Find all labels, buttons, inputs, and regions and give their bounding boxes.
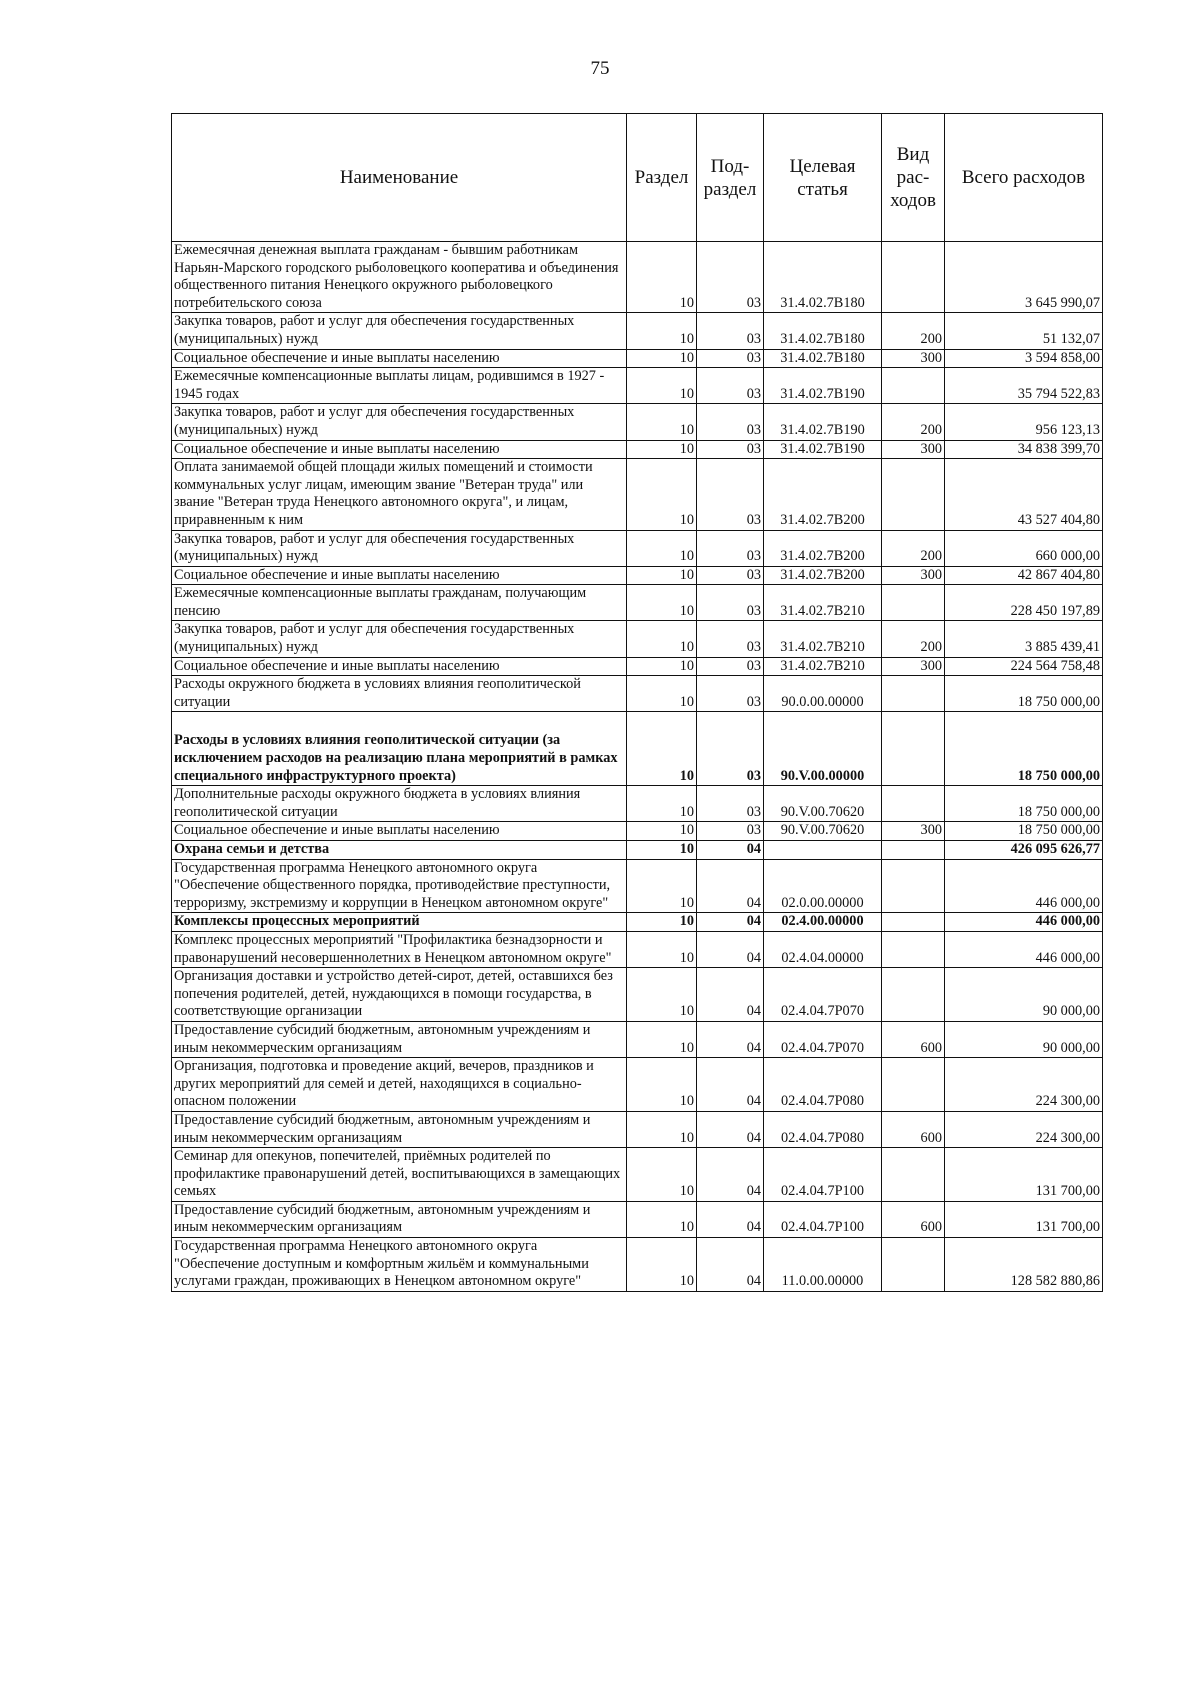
row-type [882, 841, 945, 860]
row-name: Охрана семьи и детства [172, 841, 627, 860]
row-target: 90.V.00.70620 [764, 822, 882, 841]
row-subsection: 03 [697, 242, 764, 313]
row-total: 35 794 522,83 [945, 368, 1103, 404]
row-type [882, 1148, 945, 1202]
row-name: Расходы в условиях влияния геополитической ситуации (за исключением расходов на реализацию плана мероприятий в рамках специального инфраструктурного проекта) [172, 712, 627, 786]
row-name: Закупка товаров, работ и услуг для обеспечения государственных (муниципальных) нужд [172, 621, 627, 657]
row-name: Ежемесячные компенсационные выплаты гражданам, получающим пенсию [172, 585, 627, 621]
row-target: 31.4.02.7В190 [764, 404, 882, 440]
header-type-line2: рас- [896, 167, 930, 188]
row-target: 31.4.02.7В190 [764, 440, 882, 459]
row-section: 10 [627, 566, 697, 585]
row-name: Социальное обеспечение и иные выплаты населению [172, 349, 627, 368]
row-total: 131 700,00 [945, 1201, 1103, 1237]
row-target [764, 841, 882, 860]
row-target: 02.4.00.00000 [764, 913, 882, 932]
row-subsection: 03 [697, 313, 764, 349]
row-target: 02.4.04.7Р070 [764, 968, 882, 1022]
row-subsection: 04 [697, 841, 764, 860]
row-section: 10 [627, 349, 697, 368]
row-subsection: 03 [697, 657, 764, 676]
row-total: 224 300,00 [945, 1111, 1103, 1147]
table-row [172, 913, 1103, 932]
row-total: 426 095 626,77 [945, 841, 1103, 860]
row-name: Расходы окружного бюджета в условиях влияния геополитической ситуации [172, 676, 627, 712]
table-row [172, 968, 1103, 1022]
row-subsection: 03 [697, 459, 764, 530]
row-subsection: 03 [697, 585, 764, 621]
table-header-row [172, 114, 1103, 242]
row-subsection: 03 [697, 676, 764, 712]
row-name: Комплексы процессных мероприятий [172, 913, 627, 932]
row-total: 34 838 399,70 [945, 440, 1103, 459]
row-section: 10 [627, 822, 697, 841]
row-type: 200 [882, 313, 945, 349]
row-subsection: 03 [697, 786, 764, 822]
row-total: 3 594 858,00 [945, 349, 1103, 368]
row-type [882, 585, 945, 621]
table-row [172, 841, 1103, 860]
table-row [172, 530, 1103, 566]
row-total: 3 885 439,41 [945, 621, 1103, 657]
row-type [882, 712, 945, 786]
table-row [172, 242, 1103, 313]
row-subsection: 03 [697, 621, 764, 657]
row-type [882, 368, 945, 404]
header-name: Наименование [172, 114, 627, 242]
row-name: Предоставление субсидий бюджетным, автономным учреждениям и иным некоммерческим организациям [172, 1201, 627, 1237]
row-total: 42 867 404,80 [945, 566, 1103, 585]
row-section: 10 [627, 712, 697, 786]
table-row [172, 676, 1103, 712]
row-total: 51 132,07 [945, 313, 1103, 349]
row-section: 10 [627, 313, 697, 349]
row-target: 02.4.04.7Р080 [764, 1058, 882, 1112]
row-section: 10 [627, 1201, 697, 1237]
row-name: Семинар для опекунов, попечителей, приёмных родителей по профилактике правонарушений детей, воспитывающихся в замещающих семьях [172, 1148, 627, 1202]
row-total: 3 645 990,07 [945, 242, 1103, 313]
header-subsection [697, 114, 764, 242]
row-subsection: 03 [697, 440, 764, 459]
table-row [172, 313, 1103, 349]
row-type: 300 [882, 822, 945, 841]
row-section: 10 [627, 368, 697, 404]
table-row [172, 621, 1103, 657]
table-row [172, 566, 1103, 585]
row-section: 10 [627, 859, 697, 913]
row-type: 600 [882, 1021, 945, 1057]
row-type: 300 [882, 566, 945, 585]
row-type [882, 913, 945, 932]
row-subsection: 03 [697, 712, 764, 786]
row-section: 10 [627, 1111, 697, 1147]
header-subsection-line2: раздел [703, 178, 757, 200]
row-target: 31.4.02.7В180 [764, 242, 882, 313]
table-row [172, 459, 1103, 530]
row-target: 02.4.04.7Р100 [764, 1201, 882, 1237]
row-name: Государственная программа Ненецкого автономного округа "Обеспечение общественного порядка, противодействие преступности, терроризму, экстремизму и коррупции в Ненецком автономном округе" [172, 859, 627, 913]
row-name: Ежемесячная денежная выплата гражданам - бывшим работникам Нарьян-Марского городского рыболовецкого кооператива и объединения общественного питания Ненецкого окружного рыболовецкого потребительского союза [172, 242, 627, 313]
row-subsection: 04 [697, 931, 764, 967]
header-target-line2: статья [797, 178, 848, 200]
row-type [882, 459, 945, 530]
row-total: 131 700,00 [945, 1148, 1103, 1202]
row-type [882, 786, 945, 822]
row-subsection: 04 [697, 859, 764, 913]
row-target: 02.0.00.00000 [764, 859, 882, 913]
row-target: 31.4.02.7В200 [764, 566, 882, 585]
page-number: 75 [590, 58, 610, 79]
row-section: 10 [627, 242, 697, 313]
row-subsection: 04 [697, 1111, 764, 1147]
row-type: 300 [882, 349, 945, 368]
row-total: 660 000,00 [945, 530, 1103, 566]
row-total: 90 000,00 [945, 1021, 1103, 1057]
table-row [172, 657, 1103, 676]
row-total: 18 750 000,00 [945, 676, 1103, 712]
row-subsection: 04 [697, 1021, 764, 1057]
row-section: 10 [627, 968, 697, 1022]
row-name: Закупка товаров, работ и услуг для обеспечения государственных (муниципальных) нужд [172, 530, 627, 566]
table-row [172, 1111, 1103, 1147]
table-row [172, 368, 1103, 404]
row-type: 600 [882, 1111, 945, 1147]
row-total: 18 750 000,00 [945, 822, 1103, 841]
row-section: 10 [627, 1238, 697, 1292]
row-section: 10 [627, 585, 697, 621]
row-subsection: 04 [697, 913, 764, 932]
header-section: Раздел [627, 114, 697, 242]
row-section: 10 [627, 440, 697, 459]
row-type [882, 676, 945, 712]
row-target: 31.4.02.7В190 [764, 368, 882, 404]
row-subsection: 04 [697, 1238, 764, 1292]
row-target: 02.4.04.7Р100 [764, 1148, 882, 1202]
table-row [172, 404, 1103, 440]
row-subsection: 04 [697, 1058, 764, 1112]
row-total: 18 750 000,00 [945, 712, 1103, 786]
row-section: 10 [627, 1148, 697, 1202]
header-type [882, 114, 945, 242]
row-section: 10 [627, 404, 697, 440]
row-target: 31.4.02.7В200 [764, 530, 882, 566]
row-name: Социальное обеспечение и иные выплаты населению [172, 566, 627, 585]
row-target: 31.4.02.7В210 [764, 657, 882, 676]
table-row [172, 712, 1103, 786]
row-type: 600 [882, 1201, 945, 1237]
row-name: Социальное обеспечение и иные выплаты населению [172, 822, 627, 841]
header-target-line1: Целевая [789, 155, 856, 177]
row-total: 446 000,00 [945, 913, 1103, 932]
row-type [882, 1238, 945, 1292]
row-target: 31.4.02.7В210 [764, 585, 882, 621]
row-subsection: 04 [697, 1201, 764, 1237]
row-target: 31.4.02.7В200 [764, 459, 882, 530]
row-subsection: 04 [697, 968, 764, 1022]
row-target: 31.4.02.7В180 [764, 313, 882, 349]
table-row [172, 859, 1103, 913]
row-subsection: 03 [697, 822, 764, 841]
row-name: Предоставление субсидий бюджетным, автономным учреждениям и иным некоммерческим организациям [172, 1111, 627, 1147]
table-row [172, 1058, 1103, 1112]
row-section: 10 [627, 931, 697, 967]
row-total: 18 750 000,00 [945, 786, 1103, 822]
row-total: 128 582 880,86 [945, 1238, 1103, 1292]
row-total: 224 564 758,48 [945, 657, 1103, 676]
row-type: 200 [882, 404, 945, 440]
row-name: Социальное обеспечение и иные выплаты населению [172, 440, 627, 459]
table-row [172, 440, 1103, 459]
row-name: Дополнительные расходы окружного бюджета в условиях влияния геополитической ситуации [172, 786, 627, 822]
row-name: Социальное обеспечение и иные выплаты населению [172, 657, 627, 676]
row-name: Закупка товаров, работ и услуг для обеспечения государственных (муниципальных) нужд [172, 313, 627, 349]
row-total: 224 300,00 [945, 1058, 1103, 1112]
row-target: 31.4.02.7В210 [764, 621, 882, 657]
row-subsection: 03 [697, 530, 764, 566]
row-type: 300 [882, 657, 945, 676]
row-name: Закупка товаров, работ и услуг для обеспечения государственных (муниципальных) нужд [172, 404, 627, 440]
header-subsection-line1: Под- [710, 155, 750, 177]
row-type [882, 859, 945, 913]
row-total: 446 000,00 [945, 859, 1103, 913]
row-target: 02.4.04.7Р080 [764, 1111, 882, 1147]
row-type: 200 [882, 621, 945, 657]
row-subsection: 03 [697, 404, 764, 440]
row-type [882, 968, 945, 1022]
row-total: 43 527 404,80 [945, 459, 1103, 530]
row-section: 10 [627, 621, 697, 657]
row-name: Комплекс процессных мероприятий "Профилактика безнадзорности и правонарушений несовершеннолетних в Ненецком автономном округе" [172, 931, 627, 967]
table-row [172, 349, 1103, 368]
row-subsection: 03 [697, 349, 764, 368]
row-total: 446 000,00 [945, 931, 1103, 967]
row-section: 10 [627, 657, 697, 676]
header-target [764, 114, 882, 242]
row-target: 11.0.00.00000 [764, 1238, 882, 1292]
table-row [172, 585, 1103, 621]
row-name: Оплата занимаемой общей площади жилых помещений и стоимости коммунальных услуг лицам, имеющим звание "Ветеран труда" или звание "Ветеран труда Ненецкого автономного округа", и лицам, приравненным к ним [172, 459, 627, 530]
header-type-line1: Вид [896, 144, 930, 165]
row-total: 228 450 197,89 [945, 585, 1103, 621]
table-row [172, 1238, 1103, 1292]
table-row [172, 1148, 1103, 1202]
row-total: 90 000,00 [945, 968, 1103, 1022]
row-section: 10 [627, 786, 697, 822]
row-section: 10 [627, 841, 697, 860]
row-subsection: 04 [697, 1148, 764, 1202]
table-row [172, 786, 1103, 822]
row-type [882, 931, 945, 967]
row-section: 10 [627, 913, 697, 932]
row-name: Ежемесячные компенсационные выплаты лицам, родившимся в 1927 - 1945 годах [172, 368, 627, 404]
row-section: 10 [627, 1021, 697, 1057]
row-name: Предоставление субсидий бюджетным, автономным учреждениям и иным некоммерческим организациям [172, 1021, 627, 1057]
row-subsection: 03 [697, 566, 764, 585]
row-target: 02.4.04.7Р070 [764, 1021, 882, 1057]
row-subsection: 03 [697, 368, 764, 404]
table-row [172, 1021, 1103, 1057]
header-type-line3: ходов [890, 190, 936, 211]
row-type: 300 [882, 440, 945, 459]
row-target: 90.V.00.70620 [764, 786, 882, 822]
table-row [172, 822, 1103, 841]
row-type [882, 242, 945, 313]
row-name: Государственная программа Ненецкого автономного округа "Обеспечение доступным и комфортным жильём и коммунальными услугами граждан, проживающих в Ненецком автономном округе" [172, 1238, 627, 1292]
row-target: 02.4.04.00000 [764, 931, 882, 967]
budget-table [171, 113, 1103, 1292]
row-total: 956 123,13 [945, 404, 1103, 440]
row-type: 200 [882, 530, 945, 566]
row-section: 10 [627, 1058, 697, 1112]
row-section: 10 [627, 530, 697, 566]
row-type [882, 1058, 945, 1112]
row-section: 10 [627, 676, 697, 712]
row-target: 31.4.02.7В180 [764, 349, 882, 368]
row-name: Организация, подготовка и проведение акций, вечеров, праздников и других мероприятий для семей и детей, находящихся в социально-опасном положении [172, 1058, 627, 1112]
table-row [172, 931, 1103, 967]
row-name: Организация доставки и устройство детей-сирот, детей, оставшихся без попечения родителей, детей, нуждающихся в помощи государства, в соответствующие организации [172, 968, 627, 1022]
row-target: 90.0.00.00000 [764, 676, 882, 712]
row-target: 90.V.00.00000 [764, 712, 882, 786]
header-total: Всего расходов [945, 114, 1103, 242]
table-row [172, 1201, 1103, 1237]
row-section: 10 [627, 459, 697, 530]
